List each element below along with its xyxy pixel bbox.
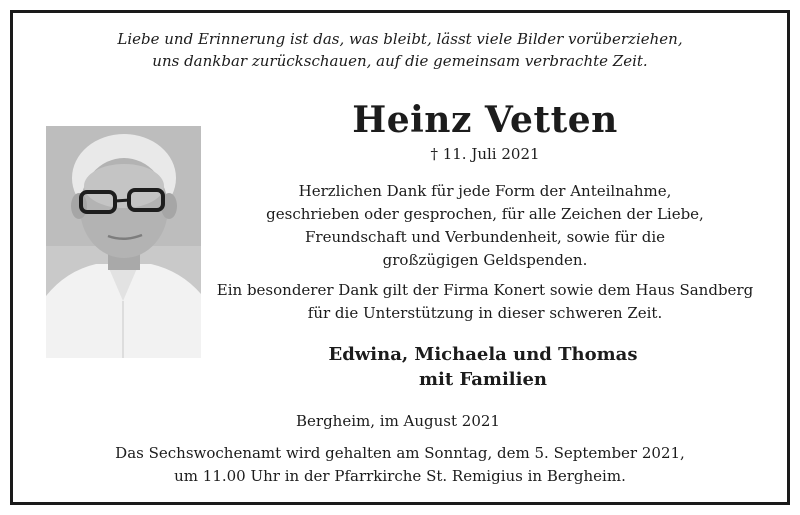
thanks-line: Freundschaft und Verbundenheit, sowie für die: [304, 228, 666, 246]
motto-line-2: uns dankbar zurückschauen, auf die gemeinsam verbrachte Zeit.: [152, 52, 648, 70]
special-thanks-paragraph: [195, 279, 775, 325]
service-line-1: Das Sechswochenamt wird gehalten am Sonntag, dem 5. September 2021,: [115, 444, 685, 462]
death-date: † 11. Juli 2021: [430, 145, 540, 163]
thanks-paragraph: [225, 180, 745, 272]
deceased-name: Heinz Vetten: [352, 99, 618, 141]
motto-quote: [0, 28, 800, 72]
motto-line-1: Liebe und Erinnerung ist das, was bleibt, lässt viele Bilder vorüberziehen,: [117, 30, 683, 48]
thanks-line: Herzlichen Dank für jede Form der Anteilnahme,: [298, 182, 672, 200]
service-line-2: um 11.00 Uhr in der Pfarrkirche St. Remigius in Bergheim.: [174, 467, 626, 485]
place-date: Bergheim, im August 2021: [296, 412, 500, 430]
thanks-line: geschrieben oder gesprochen, für alle Zeichen der Liebe,: [266, 205, 704, 223]
thanks-line: großzügigen Geldspenden.: [382, 251, 588, 269]
signers: [258, 342, 708, 392]
special-thanks-line: für die Unterstützung in dieser schweren Zeit.: [307, 304, 663, 322]
signers-line-2: mit Familien: [418, 369, 548, 390]
signers-line-1: Edwina, Michaela und Thomas: [328, 344, 638, 365]
special-thanks-line: Ein besonderer Dank gilt der Firma Konert sowie dem Haus Sandberg: [216, 281, 754, 299]
portrait-photo: [46, 126, 201, 358]
service-announcement: [0, 442, 800, 488]
